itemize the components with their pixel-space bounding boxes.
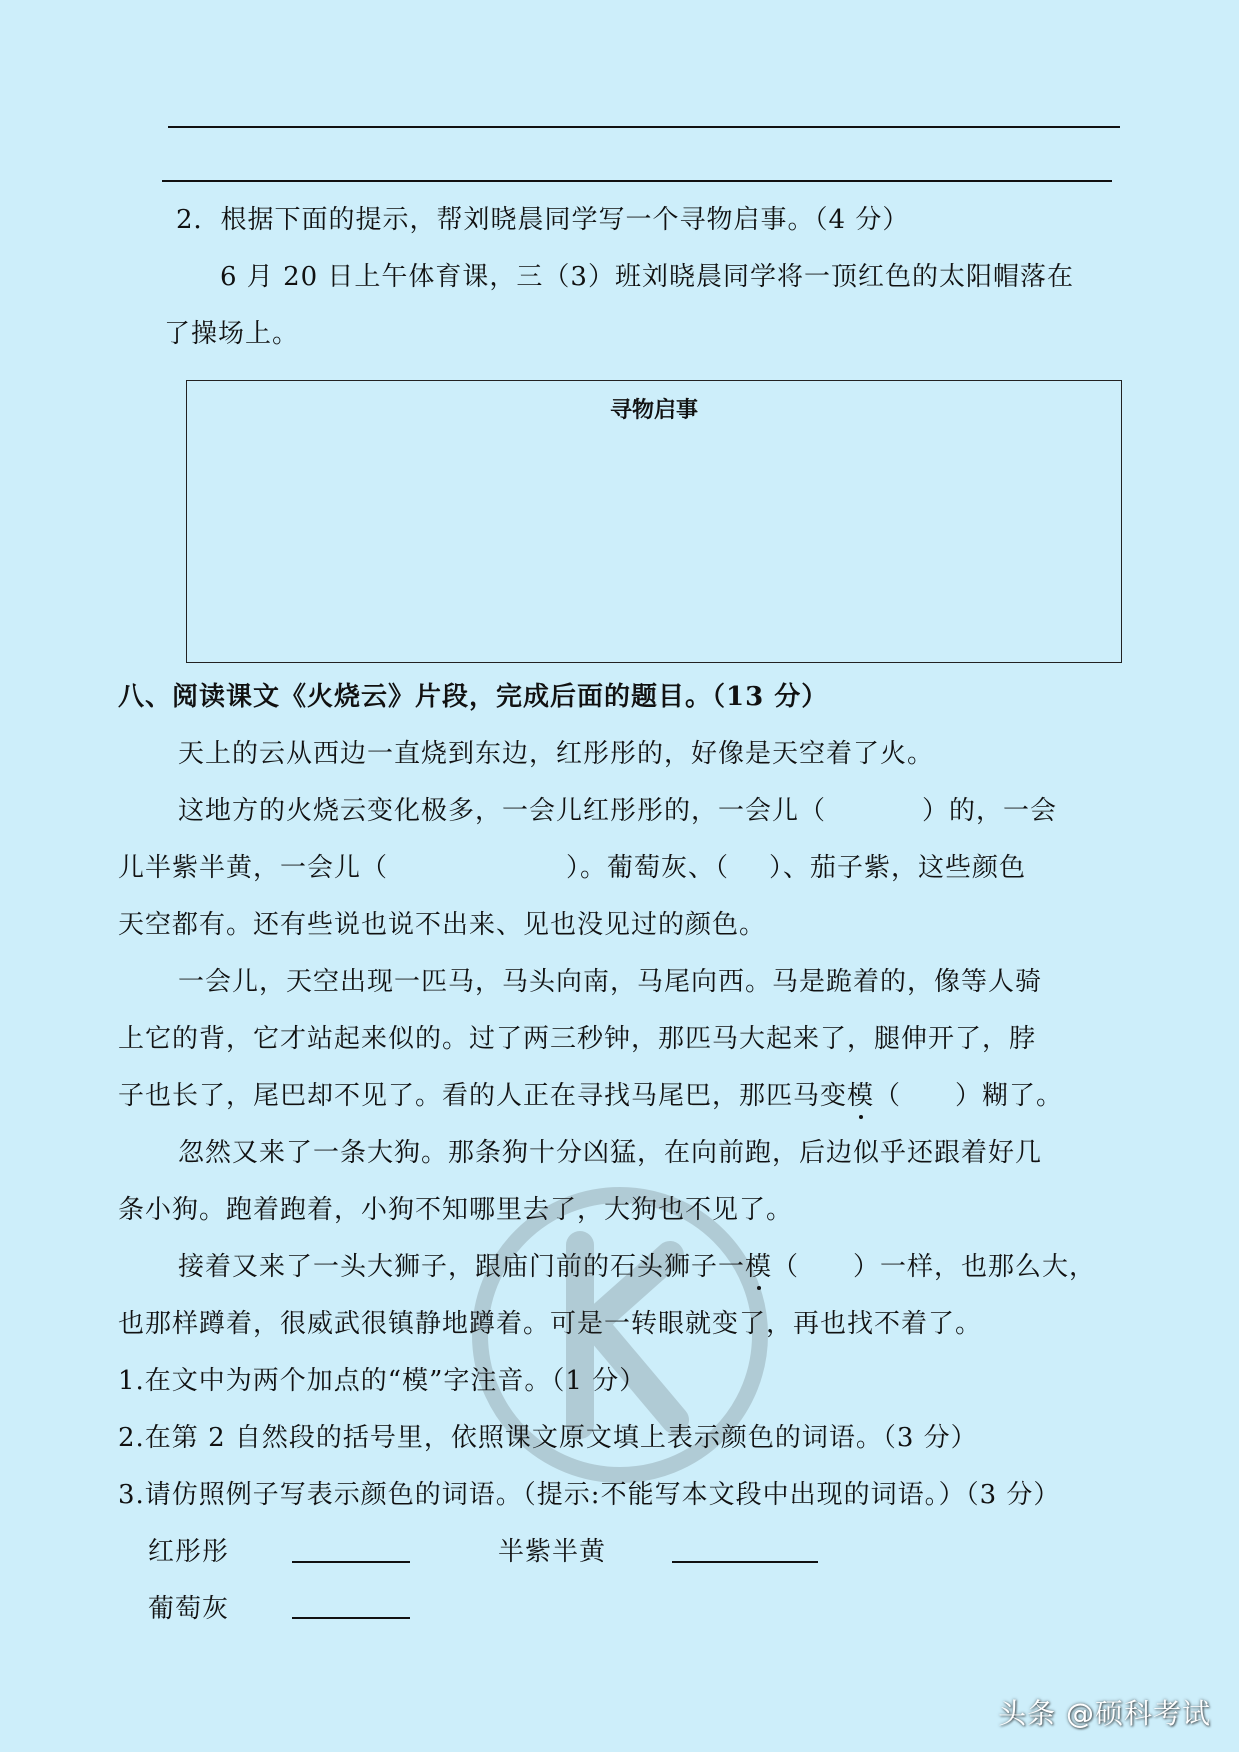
example-word-2: 半紫半黄: [498, 1537, 607, 1567]
passage-text: ）、茄子紫，这些颜色: [769, 853, 1027, 883]
passage-paragraph-1: 天上的云从西边一直烧到东边，红彤彤的，好像是天空着了火。: [178, 739, 935, 769]
question-1: 1.在文中为两个加点的“模”字注音。（1 分）: [118, 1366, 647, 1396]
answer-blank-2[interactable]: [672, 1561, 818, 1563]
passage-paragraph-2-line-2: [118, 851, 1026, 885]
passage-paragraph-4-line-1: 忽然又来了一条大狗。那条狗十分凶猛，在向前跑，后边似乎还跟着好几: [178, 1138, 1043, 1168]
passage-paragraph-2-line-3: 天空都有。还有些说也说不出来、见也没见过的颜色。: [118, 910, 767, 940]
dotted-character-mo-2: 模: [745, 1252, 773, 1282]
question-2-hint-line-1: 6 月 20 日上午体育课，三（3）班刘晓晨同学将一顶红色的太阳帽落在: [220, 262, 1074, 292]
answer-blank-3[interactable]: [292, 1617, 410, 1619]
passage-paragraph-3-line-2: 上它的背，它才站起来似的。过了两三秒钟，那匹马大起来了，腿伸开了，脖: [118, 1024, 1037, 1054]
passage-text: 这地方的火烧云变化极多，一会儿红彤彤的，一会儿（: [178, 796, 827, 826]
example-word-3: 葡萄灰: [148, 1594, 230, 1624]
footer-watermark: 头条 @硕科考试: [998, 1697, 1211, 1730]
passage-paragraph-5-line-2: 也那样蹲着，很威武很镇静地蹲着。可是一转眼就变了，再也找不着了。: [118, 1309, 983, 1339]
passage-paragraph-3-line-1: 一会儿，天空出现一匹马，马头向南，马尾向西。马是跪着的，像等人骑: [178, 967, 1043, 997]
passage-paragraph-4-line-2: 条小狗。跑着跑着，小狗不知哪里去了，大狗也不见了。: [118, 1195, 794, 1225]
answer-blank-1[interactable]: [292, 1561, 410, 1563]
passage-paragraph-2-line-1: [178, 794, 1057, 828]
passage-text: ）。葡萄灰、（: [566, 853, 730, 883]
dotted-character-mo-1: 模: [847, 1081, 875, 1111]
lost-item-notice-box[interactable]: [186, 380, 1122, 663]
example-word-1: 红彤彤: [148, 1537, 230, 1567]
question-2-prompt: 2．根据下面的提示，帮刘晓晨同学写一个寻物启事。（4 分）: [176, 205, 910, 235]
answer-line-2: [162, 180, 1112, 182]
passage-text: 子也长了，尾巴却不见了。看的人正在寻找马尾巴，那匹马变: [118, 1081, 848, 1111]
section-8-heading: 八、阅读课文《火烧云》片段，完成后面的题目。（13 分）: [118, 682, 829, 712]
question-2: 2.在第 2 自然段的括号里，依照课文原文填上表示颜色的词语。（3 分）: [118, 1423, 978, 1453]
question-2-hint-line-2: 了操场上。: [164, 319, 300, 349]
passage-paragraph-3-line-3: [118, 1079, 1063, 1113]
notice-title: 寻物启事: [609, 398, 698, 423]
question-3: 3.请仿照例子写表示颜色的词语。（提示:不能写本文段中出现的词语。）（3 分）: [118, 1480, 1061, 1510]
passage-text: 儿半紫半黄，一会儿（: [118, 853, 389, 883]
passage-text: 接着又来了一头大狮子，跟庙门前的石头狮子一: [178, 1252, 746, 1282]
passage-text: ）的，一会: [922, 796, 1058, 826]
answer-line-1: [168, 126, 1120, 128]
pinyin-blank-2[interactable]: （ ）一样，也那么大，: [772, 1252, 1097, 1282]
pinyin-blank-1[interactable]: （ ）糊了。: [874, 1081, 1064, 1111]
